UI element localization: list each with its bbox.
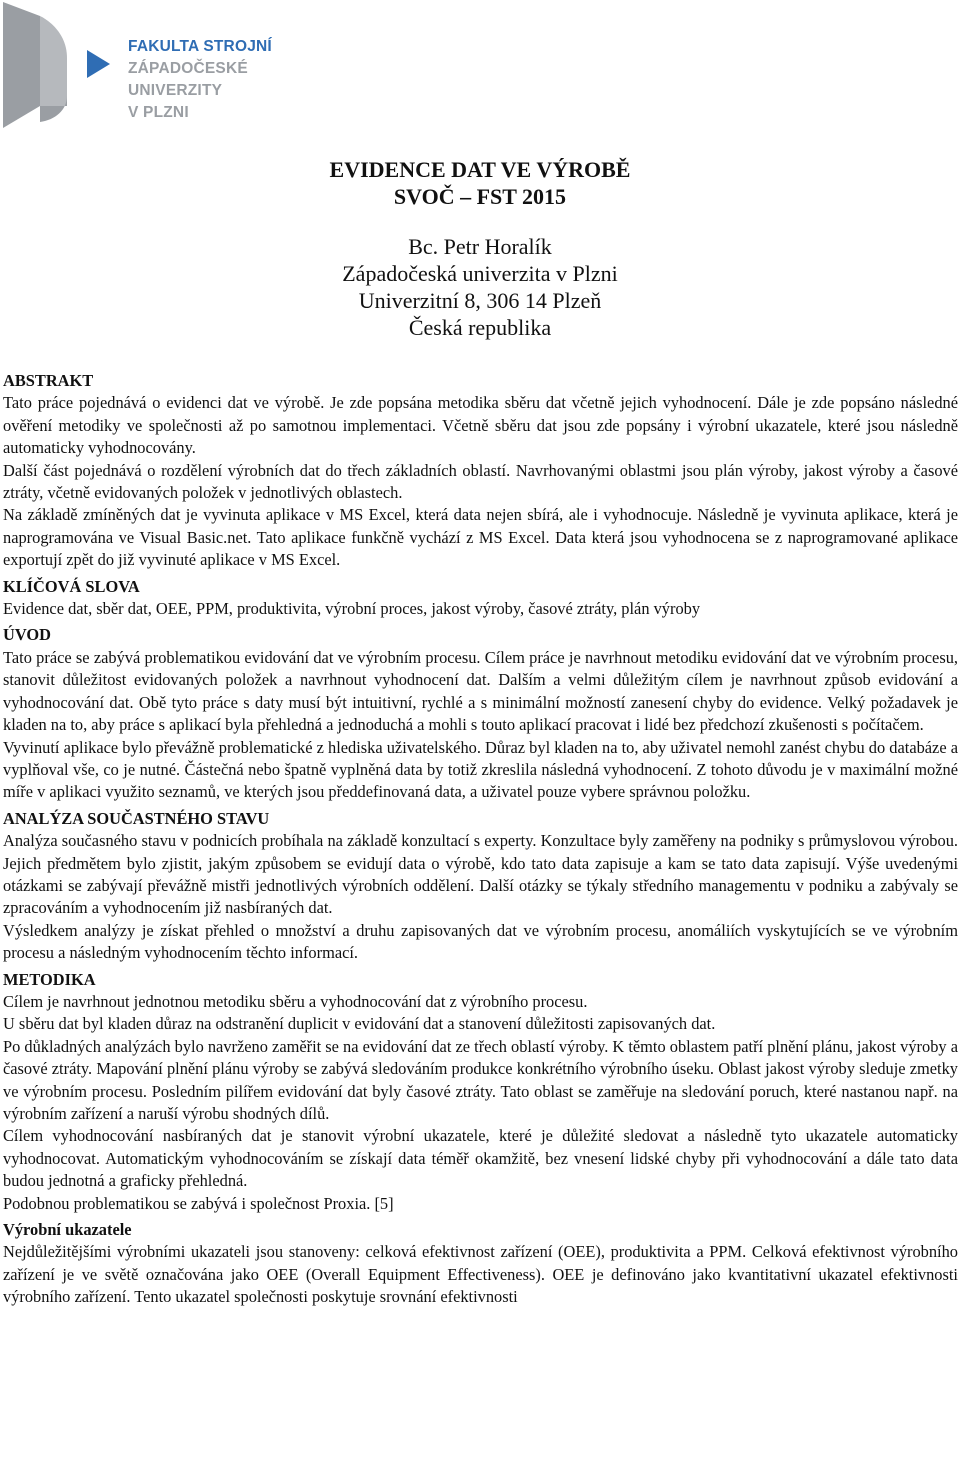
- method-paragraph: Po důkladných analýzách bylo navrženo zaměřit se na evidování dat ze třech oblastí výroby. K těmto oblastem patří plnění plánu, jakost výroby a časové ztráty. Mapování plnění plánu výroby se zabývá sledováním produkce konkrétního výrobního úseku. Oblast jakost výroby sleduje zmetky ve výrobním procesu. Posledním pilířem evidování dat byly časové ztráty. Tato oblast se zaměřuje na sledování poruch, které nastanou např. na výrobním zařízení a naruší výrobu shodných dílů.: [3, 1036, 958, 1123]
- author-name: Bc. Petr Horalík: [408, 234, 552, 259]
- logo-line-2: ZÁPADOČESKÉ: [128, 60, 248, 77]
- keywords-heading: KLÍČOVÁ SLOVA: [3, 576, 140, 596]
- intro-paragraph: Tato práce se zabývá problematikou evidování dat ve výrobním procesu. Cílem práce je navrhnout metodiku evidování dat ve výrobním procesu, stanovit důležitost evidovaných položek a navrhnout vyhodnocení dat. Dalším a velmi důležitým cílem je navrhnout způsob evidování a vyhodnocování dat. Obě tyto práce s daty musí být intuitivní, rychlé a s minimální možností zanesení chyby do evidence. Velký požadavek je kladen na to, aby práce s aplikací byla přehledná a jednoduchá a mohli s touto aplikací pracovat i lidé bez předchozí zkušenosti s počítačem.: [3, 647, 958, 735]
- analysis-heading: ANALÝZA SOUČASTNÉHO STAVU: [3, 808, 270, 828]
- analysis-paragraph: Výsledkem analýzy je získat přehled o množství a druhu zapisovaných dat ve výrobním procesu, anomáliích vyskytujících se ve výrobním procesu a následným vyhodnocením těchto informací.: [3, 920, 958, 963]
- abstract-heading: ABSTRAKT: [3, 371, 94, 390]
- author-block: [0, 233, 960, 341]
- author-address: Univerzitní 8, 306 14 Plzeň: [358, 288, 602, 313]
- method-paragraph: Podobnou problematikou se zabývá i společnost Proxia. [5]: [3, 1193, 394, 1213]
- keywords-text: Evidence dat, sběr dat, OEE, PPM, produktivita, výrobní proces, jakost výroby, časové ztráty, plán výroby: [3, 599, 701, 619]
- author-country: Česká republika: [408, 315, 552, 340]
- logo-line-3: UNIVERZITY: [128, 82, 223, 99]
- paper-subtitle: SVOČ – FST 2015: [393, 184, 567, 209]
- logo-line-4: V PLZNI: [128, 104, 189, 121]
- indicators-paragraph: Nejdůležitějšími výrobními ukazateli jsou stanoveny: celková efektivnost zařízení (OEE), produktivita a PPM. Celková efektivnost výrobního zařízení je ve světě označována jako OEE (Overall Equipment Effectiveness). OEE je definováno jako kvantitativní ukazatel efektivnosti výrobního zařízení. Tento ukazatel společnosti poskytuje srovnání efektivnosti: [3, 1242, 958, 1307]
- author-institution: Západočeská univerzita v Plzni: [342, 261, 618, 286]
- intro-paragraph: Vyvinutí aplikace bylo převážně problematické z hlediska uživatelského. Důraz byl kladen na to, aby uživatel nemohl zanést chybu do databáze a vyplňoval vše, co je nutné. Částečná nebo špatně vyplněná data by totiž zkreslila následná vyhodnocení. Z tohoto důvodu je v maximální možné míře v aplikaci využito seznamů, ve kterých jsou předdefinovaná data, a uživatel pouze vybere správnou položku.: [3, 737, 958, 802]
- logo-text: [128, 36, 272, 124]
- analysis-paragraph: Analýza současného stavu v podnicích probíhala na základě konzultací s experty. Konzultace byly zaměřeny na podniky s průmyslovou výrobou. Jejich předmětem bylo zjistit, jakým způsobem se evidují data o výrobě, kdo tato data zapisuje a kam se tato data zapisují. Výše uvedenými otázkami se zabývají převážně mistři jednotlivých výrobních oddělení. Další otázky se týkaly středního managementu v podniku a zabývaly se zpracováním a vyhodnocením již nasbíraných dat.: [3, 831, 958, 918]
- abstract-paragraph: Na základě zmíněných dat je vyvinuta aplikace v MS Excel, která data nejen sbírá, ale i vyhodnocuje. Následně je vyvinuta aplikace, která je naprogramována ve Visual Basic.net. Tato aplikace funkčně vychází z MS Excel. Data která jsou vyhodnocena se z naprogramované aplikace exportují zpět do již vyvinuté aplikace v MS Excel.: [3, 505, 958, 570]
- intro-heading: ÚVOD: [3, 625, 51, 645]
- method-paragraph: Cílem vyhodnocování nasbíraných dat je stanovit výrobní ukazatele, které je důležité sledovat a následně tyto ukazatele automaticky vyhodnocovat. Automatickým vyhodnocováním se získají data téměř okamžitě, bez vnesení lidské chyby při vyhodnocování a dále tato data budou jednotná a graficky přehledná.: [3, 1126, 958, 1191]
- method-paragraph: U sběru dat byl kladen důraz na odstranění duplicit v evidování dat a stanovení důležitosti zapisovaných dat.: [3, 1014, 716, 1034]
- faculty-logo: [0, 0, 300, 140]
- paper-title: EVIDENCE DAT VE VÝROBĚ: [329, 157, 631, 182]
- indicators-heading: Výrobní ukazatele: [3, 1220, 132, 1240]
- abstract-paragraph: Další část pojednává o rozdělení výrobních dat do třech základních oblastí. Navrhovanými oblastmi jsou plán výroby, jakost výroby a časové ztráty, včetně evidovaných položek v jednotlivých oblastech.: [3, 460, 958, 503]
- paper-body: [3, 370, 958, 1309]
- method-heading: METODIKA: [3, 969, 96, 989]
- logo-line-1: FAKULTA STROJNÍ: [128, 38, 272, 55]
- method-paragraph: Cílem je navrhnout jednotnou metodiku sběru a vyhodnocování dat z výrobního procesu.: [3, 991, 588, 1011]
- title-block: [0, 156, 960, 341]
- abstract-paragraph: Tato práce pojednává o evidenci dat ve výrobě. Je zde popsána metodika sběru dat včetně jejich vyhodnocení. Dále je zde popsáno následné ověření metodiky ve společnosti až po samotnou implementaci. Včetně sběru dat jsou zde popsány i výrobní ukazatele, které jsou následně automaticky vyhodnocovány.: [3, 393, 958, 458]
